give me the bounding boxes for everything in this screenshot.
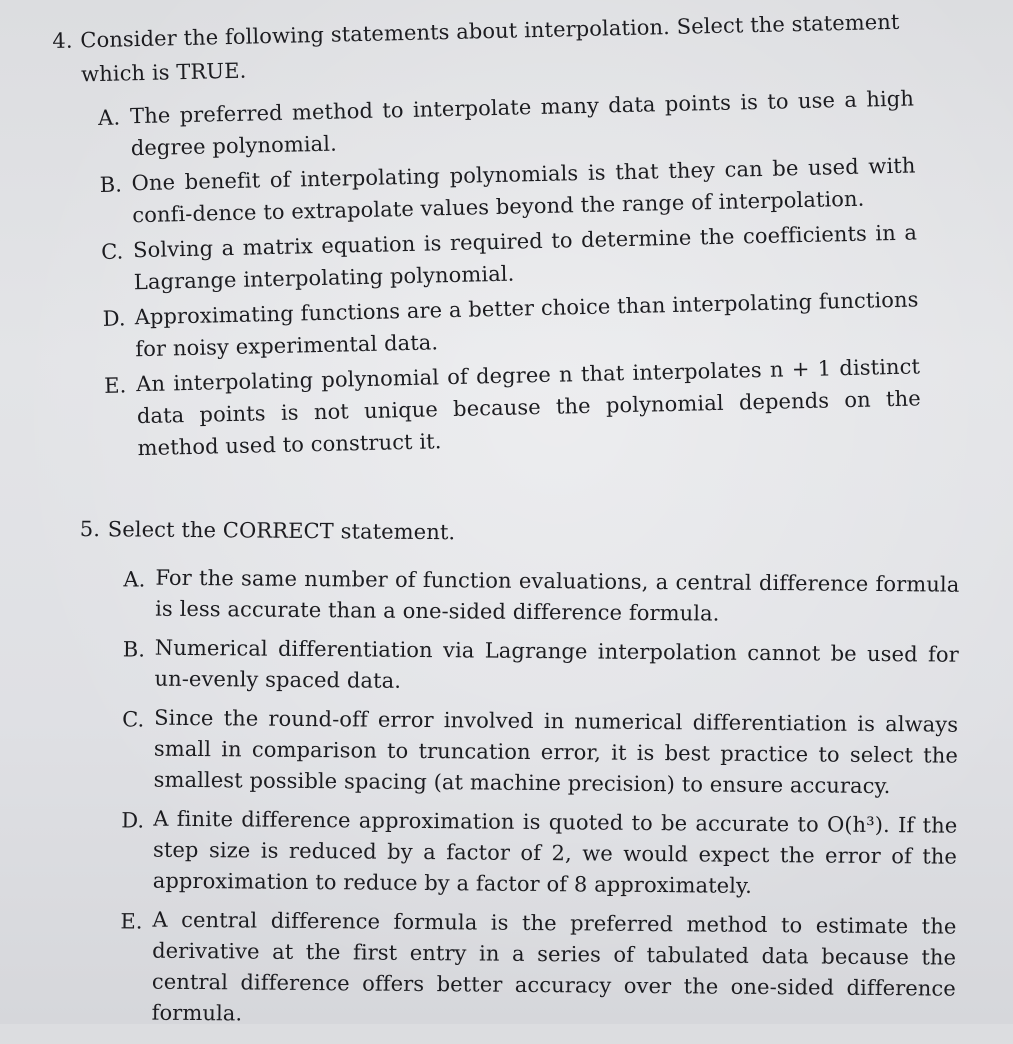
option-letter: B. — [122, 637, 146, 662]
option-e — [104, 350, 922, 464]
option-letter: A. — [97, 105, 121, 130]
option-letter: B. — [99, 172, 123, 197]
option-letter: A. — [123, 567, 146, 592]
option-letter: D. — [102, 306, 126, 331]
option-text: A finite difference approximation is quoted to be accurate to O(h³). If the step size is reduced by a factor of 2, we would expect the error of the approximation to reduce by a factor of 8 approximately. — [152, 806, 958, 898]
option-text: Since the round-off error involved in numerical differentiation is always small in comparison to truncation error, it is best practice to select the smallest possible spacing (at machine precision) to ensure accuracy. — [153, 705, 959, 799]
answer-options — [98, 82, 922, 464]
option-letter: E. — [103, 373, 127, 398]
option-d — [121, 803, 958, 903]
option-text: Numerical differentiation via Lagrange interpolation cannot be used for un-evenly spaced data. — [154, 635, 959, 693]
option-e — [119, 904, 956, 1035]
option-text: An interpolating polynomial of degree n that interpolates n + 1 distinct data points is not unique because the polynomial depends on the method used to construct it. — [135, 354, 921, 461]
option-letter: D. — [121, 808, 145, 833]
option-c — [122, 702, 959, 802]
option-text: One benefit of interpolating polynomials is that they can be used with confi-dence to extrapolate values beyond the range of interpolation. — [131, 153, 916, 228]
option-b — [122, 632, 959, 701]
answer-options — [119, 562, 959, 1035]
option-a — [123, 562, 960, 631]
option-letter: E. — [120, 909, 143, 934]
question-5 — [75, 512, 960, 1044]
option-letter: C. — [122, 707, 145, 732]
option-text: The preferred method to interpolate many data points is to use a high degree polynomial. — [129, 86, 915, 161]
question-stem — [80, 512, 960, 554]
question-4 — [52, 4, 922, 468]
option-text: A central difference formula is the preferred method to estimate the derivative at the first entry in a series of tabulated data because the central difference offers better accuracy over the one-sided difference formula. — [151, 907, 957, 1026]
question-text: Select the CORRECT statement. — [107, 517, 456, 545]
option-text: Solving a matrix equation is required to determine the coefficients in a Lagrange interpolating polynomial. — [132, 220, 918, 295]
option-letter: C. — [100, 239, 124, 264]
option-text: For the same number of function evaluations, a central difference formula is less accurate than a one-sided difference formula. — [155, 565, 960, 626]
question-number: 5. — [79, 516, 101, 542]
question-text: Consider the following statements about interpolation. Select the statement which is TRUE. — [80, 9, 900, 87]
option-text: Approximating functions are a better choice than interpolating functions for noisy experimental data. — [134, 287, 919, 362]
question-stem — [52, 4, 913, 91]
question-number: 4. — [52, 28, 73, 53]
